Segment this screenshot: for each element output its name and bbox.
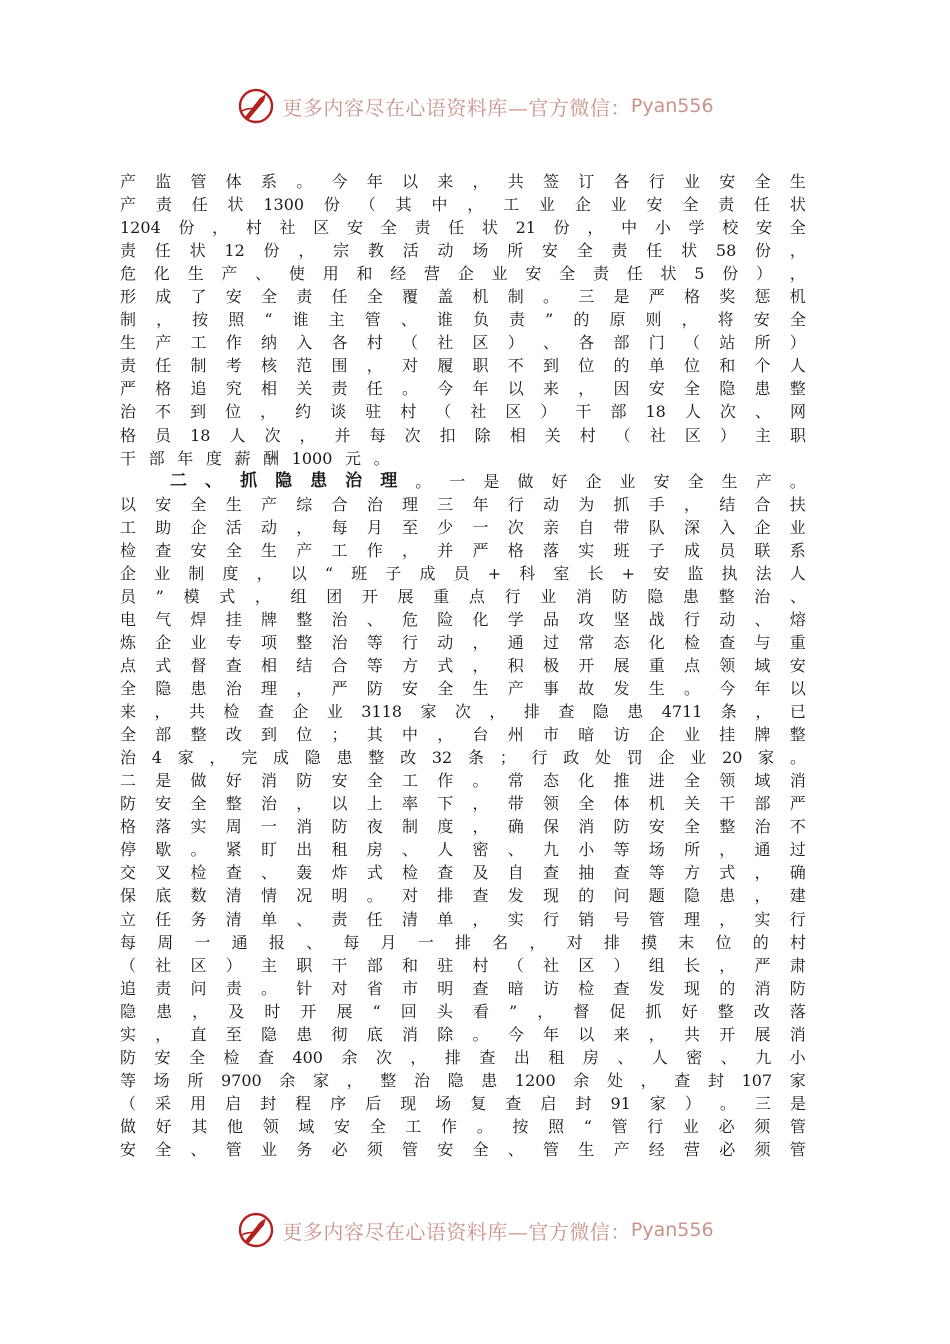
watermark-text: 更多内容尽在心语资料库—官方微信：: [282, 1219, 631, 1244]
text-line: 等 场 所 9700 余 家 ， 整 治 隐 患 1200 余 处 ， 查 封 107 家: [120, 1070, 806, 1090]
text-line: 责 任 制 考 核 范 围 ， 对 履 职 不 到 位 的 单 位 和 个 人: [120, 356, 806, 376]
text-line: 形 成 了 安 全 责 任 全 覆 盖 机 制 。 三 是 严 格 奖 惩 机: [120, 287, 806, 307]
watermark-account: Pyan556: [630, 95, 714, 117]
text-line: 产 责 任 状 1300 份 （ 其 中 ， 工 业 企 业 安 全 责 任 状: [120, 195, 806, 215]
watermark-account: Pyan556: [630, 1219, 714, 1241]
text-line: （ 社 区 ） 主 职 干 部 和 驻 村 （ 社 区 ） 组 长 ， 严 肃: [120, 955, 806, 975]
text-line: 以 安 全 生 产 综 合 治 理 三 年 行 动 为 抓 手 ， 结 合 扶: [120, 494, 806, 514]
text-line: 停 歇 。 紧 盯 出 租 房 、 人 密 、 九 小 等 场 所 ， 通 过: [120, 840, 806, 860]
text-line: 隐 患 ， 及 时 开 展 “ 回 头 看 ” ， 督 促 抓 好 整 改 落: [120, 1001, 806, 1021]
text-line: 防 安 全 整 治 ， 以 上 率 下 ， 带 领 全 体 机 关 干 部 严: [120, 794, 806, 814]
text-line: 追 责 问 责 。 针 对 省 市 明 查 暗 访 检 查 发 现 的 消 防: [120, 978, 806, 998]
text-line: 交 叉 检 查 、 轰 炸 式 检 查 及 自 查 抽 查 等 方 式 ， 确: [120, 863, 806, 883]
text-line: 保 底 数 清 情 况 明 。 对 排 查 发 现 的 问 题 隐 患 ， 建: [120, 886, 806, 906]
text-line: （ 采 用 启 封 程 序 后 现 场 复 查 启 封 91 家 ） 。 三 是: [120, 1093, 806, 1113]
watermark-footer: [0, 1208, 950, 1252]
text-line: 全 部 整 改 到 位 ； 其 中 ， 台 州 市 暗 访 企 业 挂 牌 整: [120, 725, 806, 745]
text-line: 来 ， 共 检 查 企 业 3118 家 次 ， 排 查 隐 患 4711 条 ， 已: [120, 702, 806, 722]
text-line: 1204 份 ， 村 社 区 安 全 责 任 状 21 份 ， 中 小 学 校 安 全: [120, 218, 806, 238]
text-line: 生 产 工 作 纳 入 各 村 （ 社 区 ） 、 各 部 门 （ 站 所 ）: [120, 333, 806, 353]
pen-logo-icon: [236, 1210, 276, 1250]
text-line: 格 落 实 周 一 消 防 夜 制 度 ， 确 保 消 防 安 全 整 治 不: [120, 817, 806, 837]
text-line: 格 员 18 人 次 ， 并 每 次 扣 除 相 关 村 （ 社 区 ） 主 职: [120, 425, 806, 445]
text-line: 企 业 制 度 ， 以 “ 班 子 成 员 + 科 室 长 + 安 监 执 法 人: [120, 563, 806, 583]
text-line: 严 格 追 究 相 关 责 任 。 今 年 以 来 ， 因 安 全 隐 患 整: [120, 379, 806, 399]
text-line: 检 查 安 全 生 产 工 作 ， 并 严 格 落 实 班 子 成 员 联 系: [120, 540, 806, 560]
text-line: 立 任 务 清 单 、 责 任 清 单 ， 实 行 销 号 管 理 ， 实 行: [120, 909, 806, 929]
text-line: 做 好 其 他 领 域 安 全 工 作 。 按 照 “ 管 行 业 必 须 管: [120, 1116, 806, 1136]
text-line: 点 式 督 查 相 结 合 等 方 式 ， 积 极 开 展 重 点 领 域 安: [120, 655, 806, 675]
text-line: 二 是 做 好 消 防 安 全 工 作 。 常 态 化 推 进 全 领 域 消: [120, 771, 806, 791]
text-line: 产 监 管 体 系 。 今 年 以 来 ， 共 签 订 各 行 业 安 全 生: [120, 172, 806, 191]
text-line: 每 周 一 通 报 、 每 月 一 排 名 ， 对 排 摸 末 位 的 村: [120, 932, 806, 952]
text-line: 安 全 、 管 业 务 必 须 管 安 全 、 管 生 产 经 营 必 须 管: [120, 1139, 806, 1159]
text-line: 炼 企 业 专 项 整 治 等 行 动 ， 通 过 常 态 化 检 查 与 重: [120, 632, 806, 652]
document-body: [120, 170, 806, 1161]
text-line: 员 ” 模 式 ， 组 团 开 展 重 点 行 业 消 防 隐 患 整 治 、: [120, 586, 806, 606]
pen-logo-icon: [236, 86, 276, 126]
text-line: 责 任 状 12 份 ， 宗 教 活 动 场 所 安 全 责 任 状 58 份 ，: [120, 241, 806, 261]
watermark-header: [0, 84, 950, 128]
text-line: 二 、 抓 隐 患 治 理 。 一 是 做 好 企 业 安 全 生 产 。: [170, 470, 806, 491]
text-line: 电 气 焊 挂 牌 整 治 、 危 险 化 学 品 攻 坚 战 行 动 、 熔: [120, 609, 806, 629]
text-line: 防 安 全 检 查 400 余 次 ， 排 查 出 租 房 、 人 密 、 九 小: [120, 1047, 806, 1067]
text-line: 制 ， 按 照 “ 谁 主 管 、 谁 负 责 ” 的 原 则 ， 将 安 全: [120, 310, 806, 330]
text-line: 工 助 企 活 动 ， 每 月 至 少 一 次 亲 自 带 队 深 入 企 业: [120, 517, 806, 537]
text-line: 治 不 到 位 ， 约 谈 驻 村 （ 社 区 ） 干 部 18 人 次 、 网: [120, 402, 806, 422]
text-line: 实 ， 直 至 隐 患 彻 底 消 除 。 今 年 以 来 ， 共 开 展 消: [120, 1024, 806, 1044]
text-line: 治 4 家 ， 完 成 隐 患 整 改 32 条 ； 行 政 处 罚 企 业 20 家 。: [120, 748, 806, 768]
watermark-text: 更多内容尽在心语资料库—官方微信：: [282, 95, 631, 120]
text-line: 干 部 年 度 薪 酬 1000 元 。: [120, 448, 390, 468]
text-line: 危 化 生 产 、 使 用 和 经 营 企 业 安 全 责 任 状 5 份 ） ，: [120, 264, 806, 284]
text-line: 全 隐 患 治 理 ， 严 防 安 全 生 产 事 故 发 生 。 今 年 以: [120, 679, 806, 699]
